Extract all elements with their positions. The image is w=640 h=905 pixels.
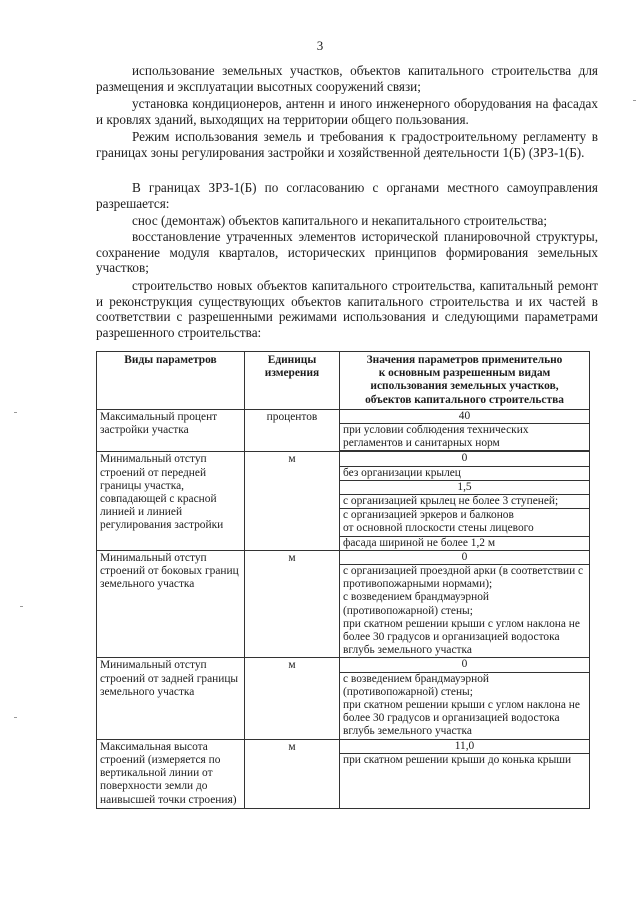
value-line: 0 <box>340 658 589 672</box>
table-row <box>97 409 590 452</box>
header-values-line: Значения параметров применительно <box>366 354 563 366</box>
value-line: 0 <box>340 551 589 565</box>
value-line: при условии соблюдения технических регламентов и санитарных норм <box>340 424 589 451</box>
value-cell <box>340 739 590 808</box>
value-cell <box>340 452 590 550</box>
header-values-line: к основным разрешенным видам <box>378 367 551 380</box>
value-line: 1,5 <box>340 481 589 495</box>
paragraph: установка кондиционеров, антенн и иного инженерного оборудования на фасадах и кровлях зданий, выходящих на территории общего пользования. <box>96 96 598 127</box>
paragraph: использование земельных участков, объектов капитального строительства для размещения и эксплуатации высотных сооружений связи; <box>96 63 598 94</box>
value-line: с организацией крылец не более 3 ступеней; <box>340 495 589 509</box>
value-line: при скатном решении крыши с углом наклона не более 30 градусов и организацией водостока вглубь земельного участка <box>343 617 580 657</box>
value-line: фасада шириной не более 1,2 м <box>343 536 496 549</box>
value-line: 40 <box>340 410 589 424</box>
value-line: без организации крылец <box>340 467 589 481</box>
value-line: с возведением брандмауэрной (противопожарной) стены; <box>343 672 489 698</box>
value-line: с организацией проездной арки (в соответствии с противопожарными нормами); <box>343 565 584 591</box>
parameters-table <box>96 351 590 809</box>
header-values-line: использования земельных участков, <box>370 380 559 393</box>
unit-cell: м <box>245 658 340 739</box>
value-line: 0 <box>340 452 589 466</box>
paragraph: Режим использования земель и требования к градостроительному регламенту в границах зоны регулирования застройки и хозяйственной деятельности 1(Б) (ЗРЗ-1(Б). <box>96 129 598 160</box>
paragraph: строительство новых объектов капитального строительства, капитальный ремонт и реконструкция существующих объектов капитального строительства и их частей в соответствии с разрешенными режимами использования и следующими параметрами разрешенного строительства: <box>96 278 598 340</box>
scan-mark <box>20 606 23 607</box>
table-header-row <box>97 352 590 410</box>
param-name-cell: Минимальный отступ строений от задней границы земельного участка <box>97 658 245 739</box>
param-name-cell: Минимальный отступ строений от передней границы участка, совпадающей с красной линией и линией регулирования застройки <box>97 452 245 550</box>
table-row <box>97 452 590 550</box>
header-values <box>340 352 590 410</box>
table-row <box>97 658 590 739</box>
value-line: при скатном решении крыши до конька крыши <box>343 753 572 766</box>
unit-cell: м <box>245 739 340 808</box>
value-line: с организацией эркеров и балконов <box>343 509 514 522</box>
unit-cell: м <box>245 550 340 658</box>
value-line: при скатном решении крыши с углом наклона не более 30 градусов и организацией водостока вглубь земельного участка <box>343 699 580 738</box>
value-cell <box>340 658 590 739</box>
paragraph: В границах ЗРЗ-1(Б) по согласованию с органами местного самоуправления разрешается: <box>96 180 598 211</box>
page-number: 3 <box>316 38 324 53</box>
param-name-cell: Минимальный отступ строений от боковых границ земельного участка <box>97 550 245 658</box>
value-line: с возведением брандмауэрной (противопожарной) стены; <box>343 591 489 617</box>
param-name-cell: Максимальная высота строений (измеряется по вертикальной линии от поверхности земли до наивысшей точки строения) <box>97 739 245 808</box>
paragraph: снос (демонтаж) объектов капитального и некапитального строительства; <box>132 213 548 228</box>
unit-cell: процентов <box>245 409 340 452</box>
table-row <box>97 550 590 658</box>
header-units: Единицы измерения <box>245 352 340 410</box>
paragraph: восстановление утраченных элементов исторической планировочной структуры, сохранение модуля кварталов, исторических принципов формирования земельных участков; <box>96 229 598 276</box>
scan-mark <box>14 717 17 718</box>
value-line: 11,0 <box>340 740 589 754</box>
header-param-types: Виды параметров <box>97 352 245 410</box>
value-cell <box>340 550 590 658</box>
unit-cell: м <box>245 452 340 550</box>
scan-mark <box>633 100 636 101</box>
param-name-cell: Максимальный процент застройки участка <box>97 409 245 452</box>
header-values-line: объектов капитального строительства <box>365 393 564 406</box>
value-line: от основной плоскости стены лицевого <box>340 522 589 536</box>
scan-mark <box>14 412 17 413</box>
value-cell <box>340 409 590 452</box>
table-row <box>97 739 590 808</box>
